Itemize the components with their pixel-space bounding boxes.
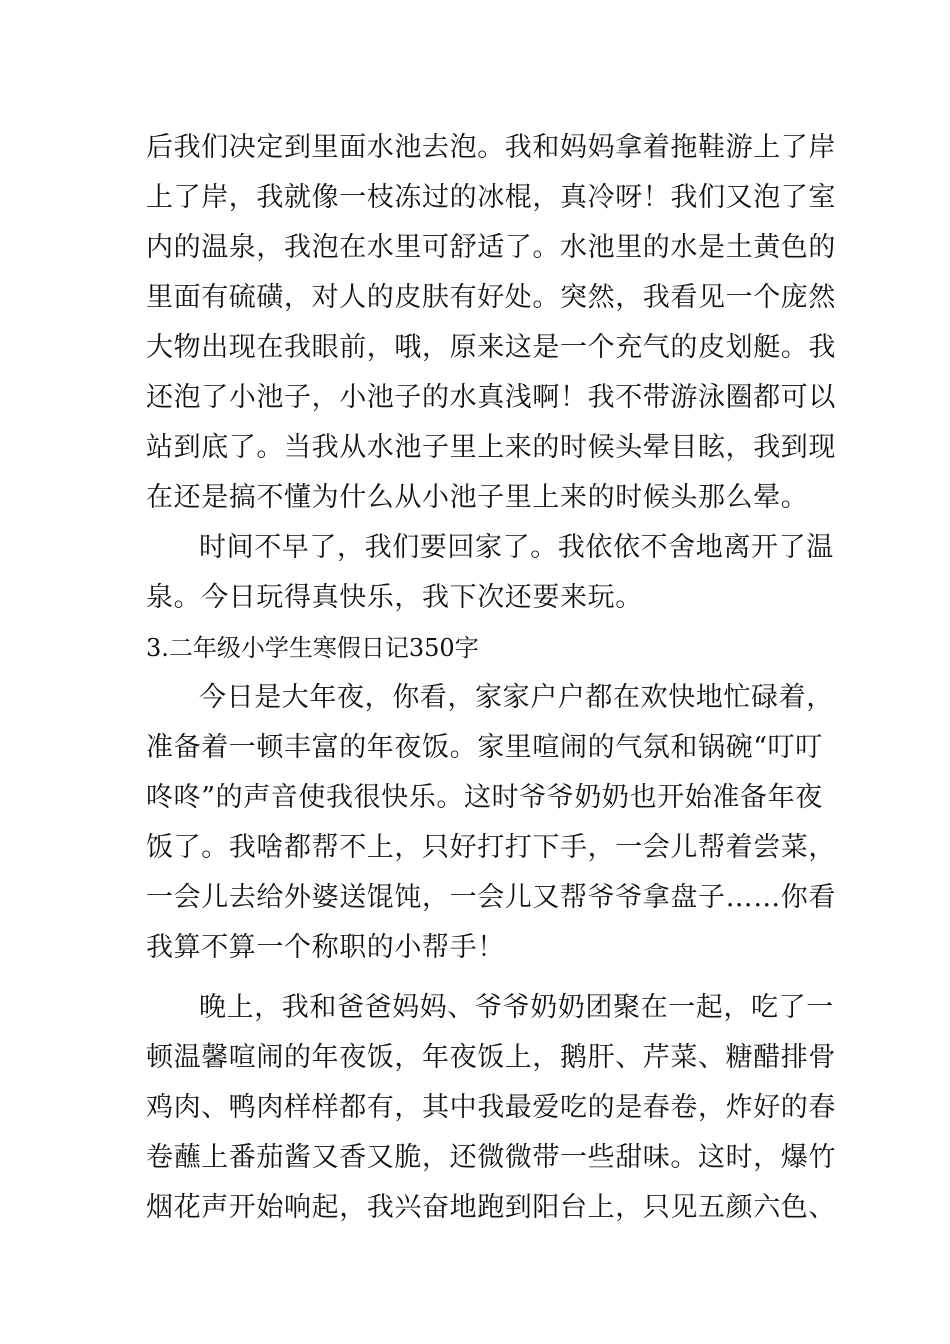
text-line: 一会儿去给外婆送馄饨，一会儿又帮爷爷拿盘子……你看 [146, 882, 836, 913]
text-line: 内的温泉，我泡在水里可舒适了。水池里的水是土黄色的 [146, 232, 836, 263]
text-line: 后我们决定到里面水池去泡。我和妈妈拿着拖鞋游上了岸 [146, 132, 836, 163]
text-line: 还泡了小池子，小池子的水真浅啊！我不带游泳圈都可以 [146, 382, 836, 413]
section-heading: 3.二年级小学生寒假日记350字 [146, 634, 479, 662]
text-line: 顿温馨喧闹的年夜饭，年夜饭上，鹅肝、芹菜、糖醋排骨 [146, 1042, 836, 1073]
text-line: 泉。今日玩得真快乐，我下次还要来玩。 [146, 582, 643, 613]
text-line: 饭了。我啥都帮不上，只好打打下手，一会儿帮着尝菜， [146, 832, 836, 863]
text-line: 大物出现在我眼前，哦，原来这是一个充气的皮划艇。我 [146, 332, 836, 363]
text-line: 卷蘸上番茄酱又香又脆，还微微带一些甜味。这时，爆竹 [146, 1142, 836, 1173]
paragraph-first-line: 今日是大年夜，你看，家家户户都在欢快地忙碌着， [199, 682, 834, 713]
text-line: 我算不算一个称职的小帮手！ [146, 932, 505, 963]
text-line: 烟花声开始响起，我兴奋地跑到阳台上，只见五颜六色、 [146, 1192, 836, 1223]
text-line: 在还是搞不懂为什么从小池子里上来的时候头那么晕。 [146, 482, 809, 513]
text-line: 准备着一顿丰富的年夜饭。家里喧闹的气氛和锅碗“叮叮 [146, 732, 823, 763]
text-line: 上了岸，我就像一枝冻过的冰棍，真冷呀！我们又泡了室 [146, 182, 836, 213]
paragraph-first-line: 晚上，我和爸爸妈妈、爷爷奶奶团聚在一起，吃了一 [199, 992, 834, 1023]
paragraph-first-line: 时间不早了，我们要回家了。我依依不舍地离开了温 [199, 532, 834, 563]
text-line: 站到底了。当我从水池子里上来的时候头晕目眩，我到现 [146, 432, 836, 463]
text-line: 鸡肉、鸭肉样样都有，其中我最爱吃的是春卷，炸好的春 [146, 1092, 836, 1123]
text-line: 里面有硫磺，对人的皮肤有好处。突然，我看见一个庞然 [146, 282, 836, 313]
text-line: 咚咚”的声音使我很快乐。这时爷爷奶奶也开始准备年夜 [146, 782, 823, 813]
